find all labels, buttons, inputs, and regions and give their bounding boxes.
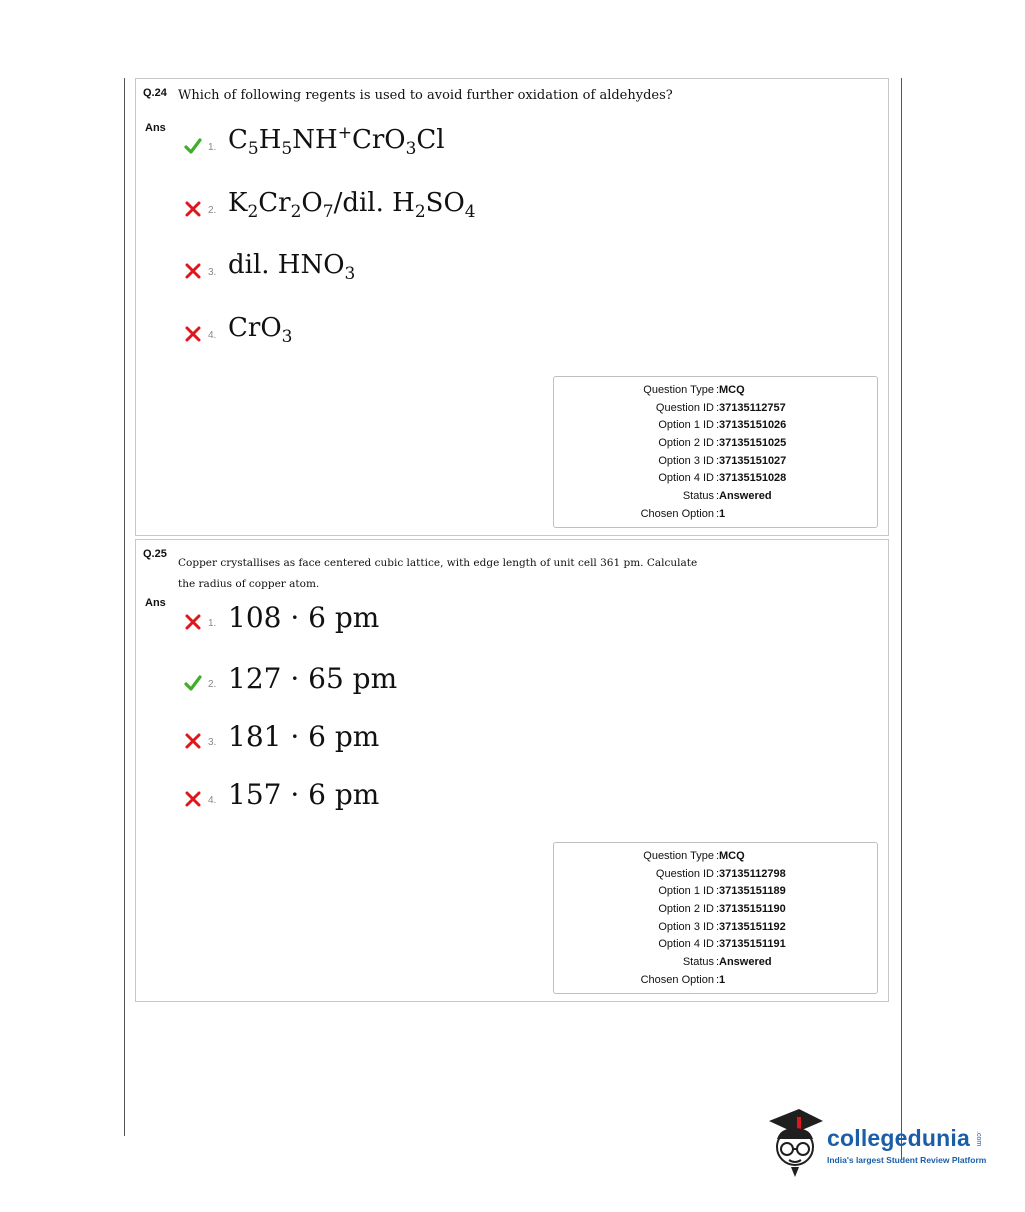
meta-row: Option 3 ID : 37135151192 — [658, 921, 786, 933]
question-text — [178, 553, 697, 595]
meta-label: Status — [682, 956, 714, 968]
meta-row: Option 4 ID : 37135151191 — [658, 938, 786, 950]
answer-label: Ans — [145, 597, 166, 609]
meta-row: Status : Answered — [682, 490, 772, 502]
meta-label: Option 2 ID — [658, 903, 714, 915]
answer-label: Ans — [145, 122, 166, 134]
question-text-line: Copper crystallises as face centered cubic lattice, with edge length of unit cell 361 pm. Calculate — [178, 557, 698, 569]
option-formula: CrO$_3$ — [228, 313, 293, 347]
option-number: 1. — [208, 142, 217, 153]
option-number: 2. — [208, 679, 217, 690]
meta-label: Question Type — [643, 850, 714, 862]
question-details-box — [553, 376, 878, 528]
check-icon — [184, 674, 202, 692]
check-icon — [184, 137, 202, 155]
option-formula: $K_2Cr_2O_7$/dil. $H_2SO_4$ — [228, 188, 476, 222]
mascot-icon — [765, 1103, 825, 1179]
meta-value: 37135151028 — [719, 472, 787, 484]
meta-label: Question ID — [655, 402, 714, 414]
question-details-box — [553, 842, 878, 994]
page-right-border — [901, 78, 902, 1160]
meta-value: 37135112798 — [719, 868, 786, 880]
brand-name: collegedunia — [827, 1125, 970, 1151]
question-text-line: Which of following regents is used to avoid further oxidation of aldehydes? — [178, 88, 673, 103]
option-number: 3. — [208, 267, 217, 278]
option-number: 4. — [208, 795, 217, 806]
meta-value: 1 — [719, 974, 726, 986]
meta-label: Option 1 ID — [658, 419, 714, 431]
meta-value: 37135151026 — [719, 419, 787, 431]
cross-icon — [184, 325, 202, 343]
meta-label: Question ID — [655, 868, 714, 880]
meta-label: Chosen Option — [640, 974, 714, 986]
cross-icon — [184, 732, 202, 750]
brand-tagline: India's largest Student Review Platform — [827, 1155, 987, 1165]
meta-label: Option 3 ID — [658, 455, 714, 467]
meta-label: Option 4 ID — [658, 938, 714, 950]
meta-row: Question Type : MCQ — [643, 384, 745, 396]
question-text — [178, 88, 673, 103]
question-number: Q.25 — [143, 548, 167, 560]
meta-label: Option 3 ID — [658, 921, 714, 933]
meta-value: 37135151027 — [719, 455, 787, 467]
meta-value: 37135151191 — [719, 938, 786, 950]
meta-value: 37135151189 — [719, 885, 786, 897]
page-left-border — [124, 78, 125, 1136]
meta-row: Chosen Option : 1 — [640, 974, 726, 986]
meta-row: Chosen Option : 1 — [640, 508, 726, 520]
meta-row: Question ID : 37135112798 — [655, 868, 786, 880]
question-25-panel — [135, 539, 889, 1002]
meta-row: Status : Answered — [682, 956, 772, 968]
meta-row: Option 1 ID : 37135151026 — [658, 419, 787, 431]
meta-row: Option 2 ID : 37135151025 — [658, 437, 787, 449]
meta-value: 1 — [719, 508, 726, 520]
meta-label: Option 2 ID — [658, 437, 714, 449]
option-value: 127 · 65 pm — [228, 662, 398, 695]
cross-icon — [184, 262, 202, 280]
meta-value: 37135151192 — [719, 921, 786, 933]
question-text-line: the radius of copper atom. — [178, 578, 320, 590]
meta-label: Status — [682, 490, 714, 502]
cross-icon — [184, 613, 202, 631]
meta-row: Option 2 ID : 37135151190 — [658, 903, 786, 915]
meta-value: 37135151190 — [719, 903, 786, 915]
brand-suffix: .com — [975, 1131, 982, 1147]
meta-value: 37135151025 — [719, 437, 787, 449]
question-24-panel — [135, 78, 889, 536]
question-number: Q.24 — [143, 87, 167, 99]
meta-label: Chosen Option — [640, 508, 714, 520]
cross-icon — [184, 790, 202, 808]
collegedunia-logo — [765, 1103, 995, 1183]
meta-label: Question Type — [643, 384, 714, 396]
option-number: 2. — [208, 205, 217, 216]
option-number: 4. — [208, 330, 217, 341]
option-number: 1. — [208, 618, 217, 629]
cross-icon — [184, 200, 202, 218]
meta-label: Option 1 ID — [658, 885, 714, 897]
meta-row: Option 1 ID : 37135151189 — [658, 885, 786, 897]
option-formula: dil. $HNO_3$ — [228, 250, 356, 284]
option-value: 108 · 6 pm — [228, 601, 380, 634]
meta-row: Option 3 ID : 37135151027 — [658, 455, 787, 467]
option-formula: $C_5H_5NH^+CrO_3Cl$ — [228, 123, 445, 159]
meta-value: 37135112757 — [719, 402, 786, 414]
meta-value: Answered — [719, 490, 772, 502]
meta-value: MCQ — [719, 850, 745, 862]
option-value: 181 · 6 pm — [228, 720, 380, 753]
meta-value: Answered — [719, 956, 772, 968]
meta-row: Option 4 ID : 37135151028 — [658, 472, 787, 484]
meta-row: Question Type : MCQ — [643, 850, 745, 862]
meta-label: Option 4 ID — [658, 472, 714, 484]
option-number: 3. — [208, 737, 217, 748]
meta-value: MCQ — [719, 384, 745, 396]
option-value: 157 · 6 pm — [228, 778, 380, 811]
meta-row: Question ID : 37135112757 — [655, 402, 786, 414]
